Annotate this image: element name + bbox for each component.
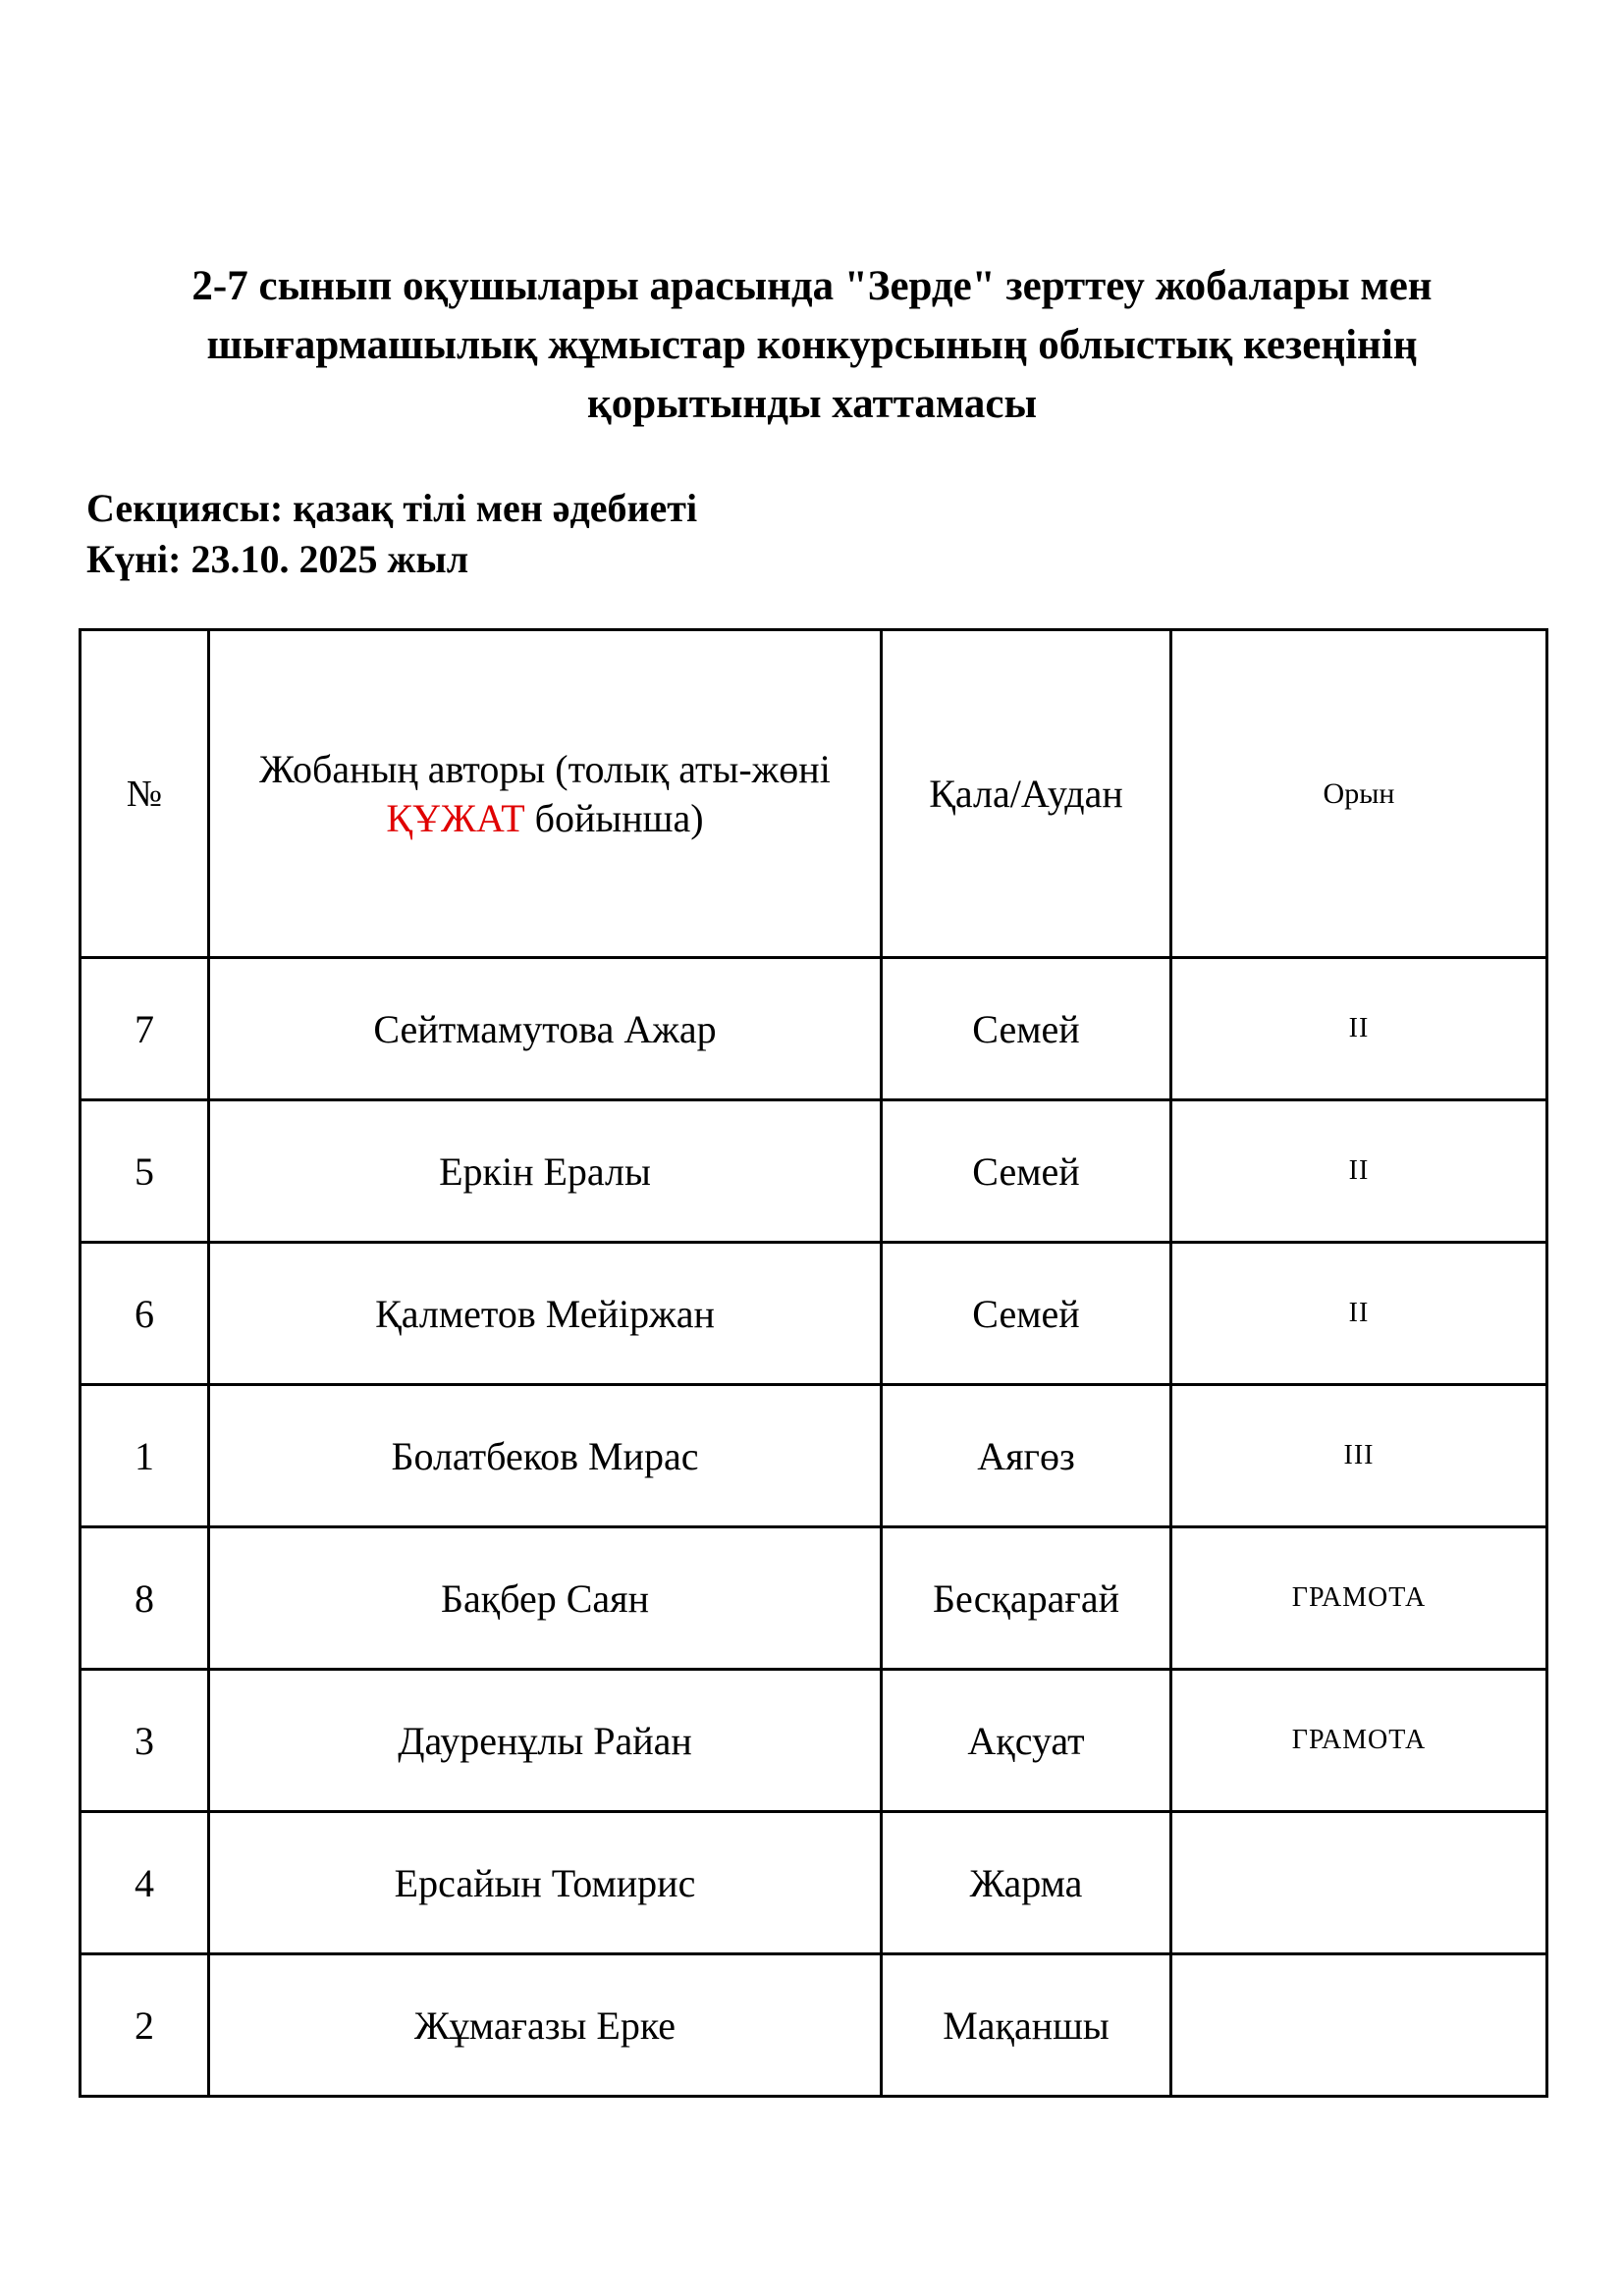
row-author-name: Сейтмамутова Ажар (209, 958, 882, 1100)
row-number: 5 (81, 1100, 209, 1243)
row-number: 8 (81, 1527, 209, 1670)
row-city: Бесқарағай (882, 1527, 1171, 1670)
table-row (81, 1100, 1547, 1243)
row-city: Семей (882, 1243, 1171, 1385)
row-author-name: Қалметов Мейіржан (209, 1243, 882, 1385)
table-row (81, 1527, 1547, 1670)
row-number: 1 (81, 1385, 209, 1527)
row-author-name: Болатбеков Мирас (209, 1385, 882, 1527)
row-number: 3 (81, 1670, 209, 1812)
section-line: Секциясы: қазақ тілі мен әдебиеті (86, 486, 698, 530)
row-place: III (1171, 1385, 1547, 1527)
row-number: 4 (81, 1812, 209, 1954)
row-city: Ақсуат (882, 1670, 1171, 1812)
row-number: 2 (81, 1954, 209, 2097)
row-city: Мақаншы (882, 1954, 1171, 2097)
row-place: ГРАМОТА (1171, 1527, 1547, 1670)
header-city: Қала/Аудан (882, 630, 1171, 958)
header-author-part-1: Жобаның авторы (толық аты-жөні (259, 746, 831, 791)
title-line-2: шығармашылық жұмыстар конкурсының облыстық кезеңінің (206, 322, 1418, 368)
table-header-row (81, 630, 1547, 958)
row-city: Семей (882, 958, 1171, 1100)
row-place: II (1171, 1243, 1547, 1385)
row-number: 7 (81, 958, 209, 1100)
row-author-name: Бақбер Саян (209, 1527, 882, 1670)
date-line: Күні: 23.10. 2025 жыл (86, 537, 469, 581)
row-city: Жарма (882, 1812, 1171, 1954)
header-author (209, 630, 882, 958)
header-author-highlight: ҚҰЖАТ (386, 795, 525, 840)
table-row (81, 958, 1547, 1100)
title-line-3: қорытынды хаттамасы (586, 381, 1038, 427)
row-author-name: Дауренұлы Райан (209, 1670, 882, 1812)
row-number: 6 (81, 1243, 209, 1385)
results-table (79, 628, 1548, 2098)
row-place: II (1171, 1100, 1547, 1243)
title-line-1: 2-7 сынып оқушылары арасында "Зерде" зерттеу жобалары мен (191, 263, 1433, 309)
table-row (81, 1954, 1547, 2097)
table-row (81, 1670, 1547, 1812)
header-number: № (81, 630, 209, 958)
row-author-name: Жұмағазы Ерке (209, 1954, 882, 2097)
row-city: Семей (882, 1100, 1171, 1243)
table-row (81, 1243, 1547, 1385)
row-place (1171, 1812, 1547, 1954)
row-place (1171, 1954, 1547, 2097)
header-author-part-2: бойынша) (524, 795, 704, 840)
row-city: Аягөз (882, 1385, 1171, 1527)
table-row (81, 1812, 1547, 1954)
row-author-name: Ерсайын Томирис (209, 1812, 882, 1954)
row-place: ГРАМОТА (1171, 1670, 1547, 1812)
row-author-name: Еркін Ералы (209, 1100, 882, 1243)
document-title (98, 257, 1526, 434)
row-place: II (1171, 958, 1547, 1100)
header-place: Орын (1171, 630, 1547, 958)
table-row (81, 1385, 1547, 1527)
